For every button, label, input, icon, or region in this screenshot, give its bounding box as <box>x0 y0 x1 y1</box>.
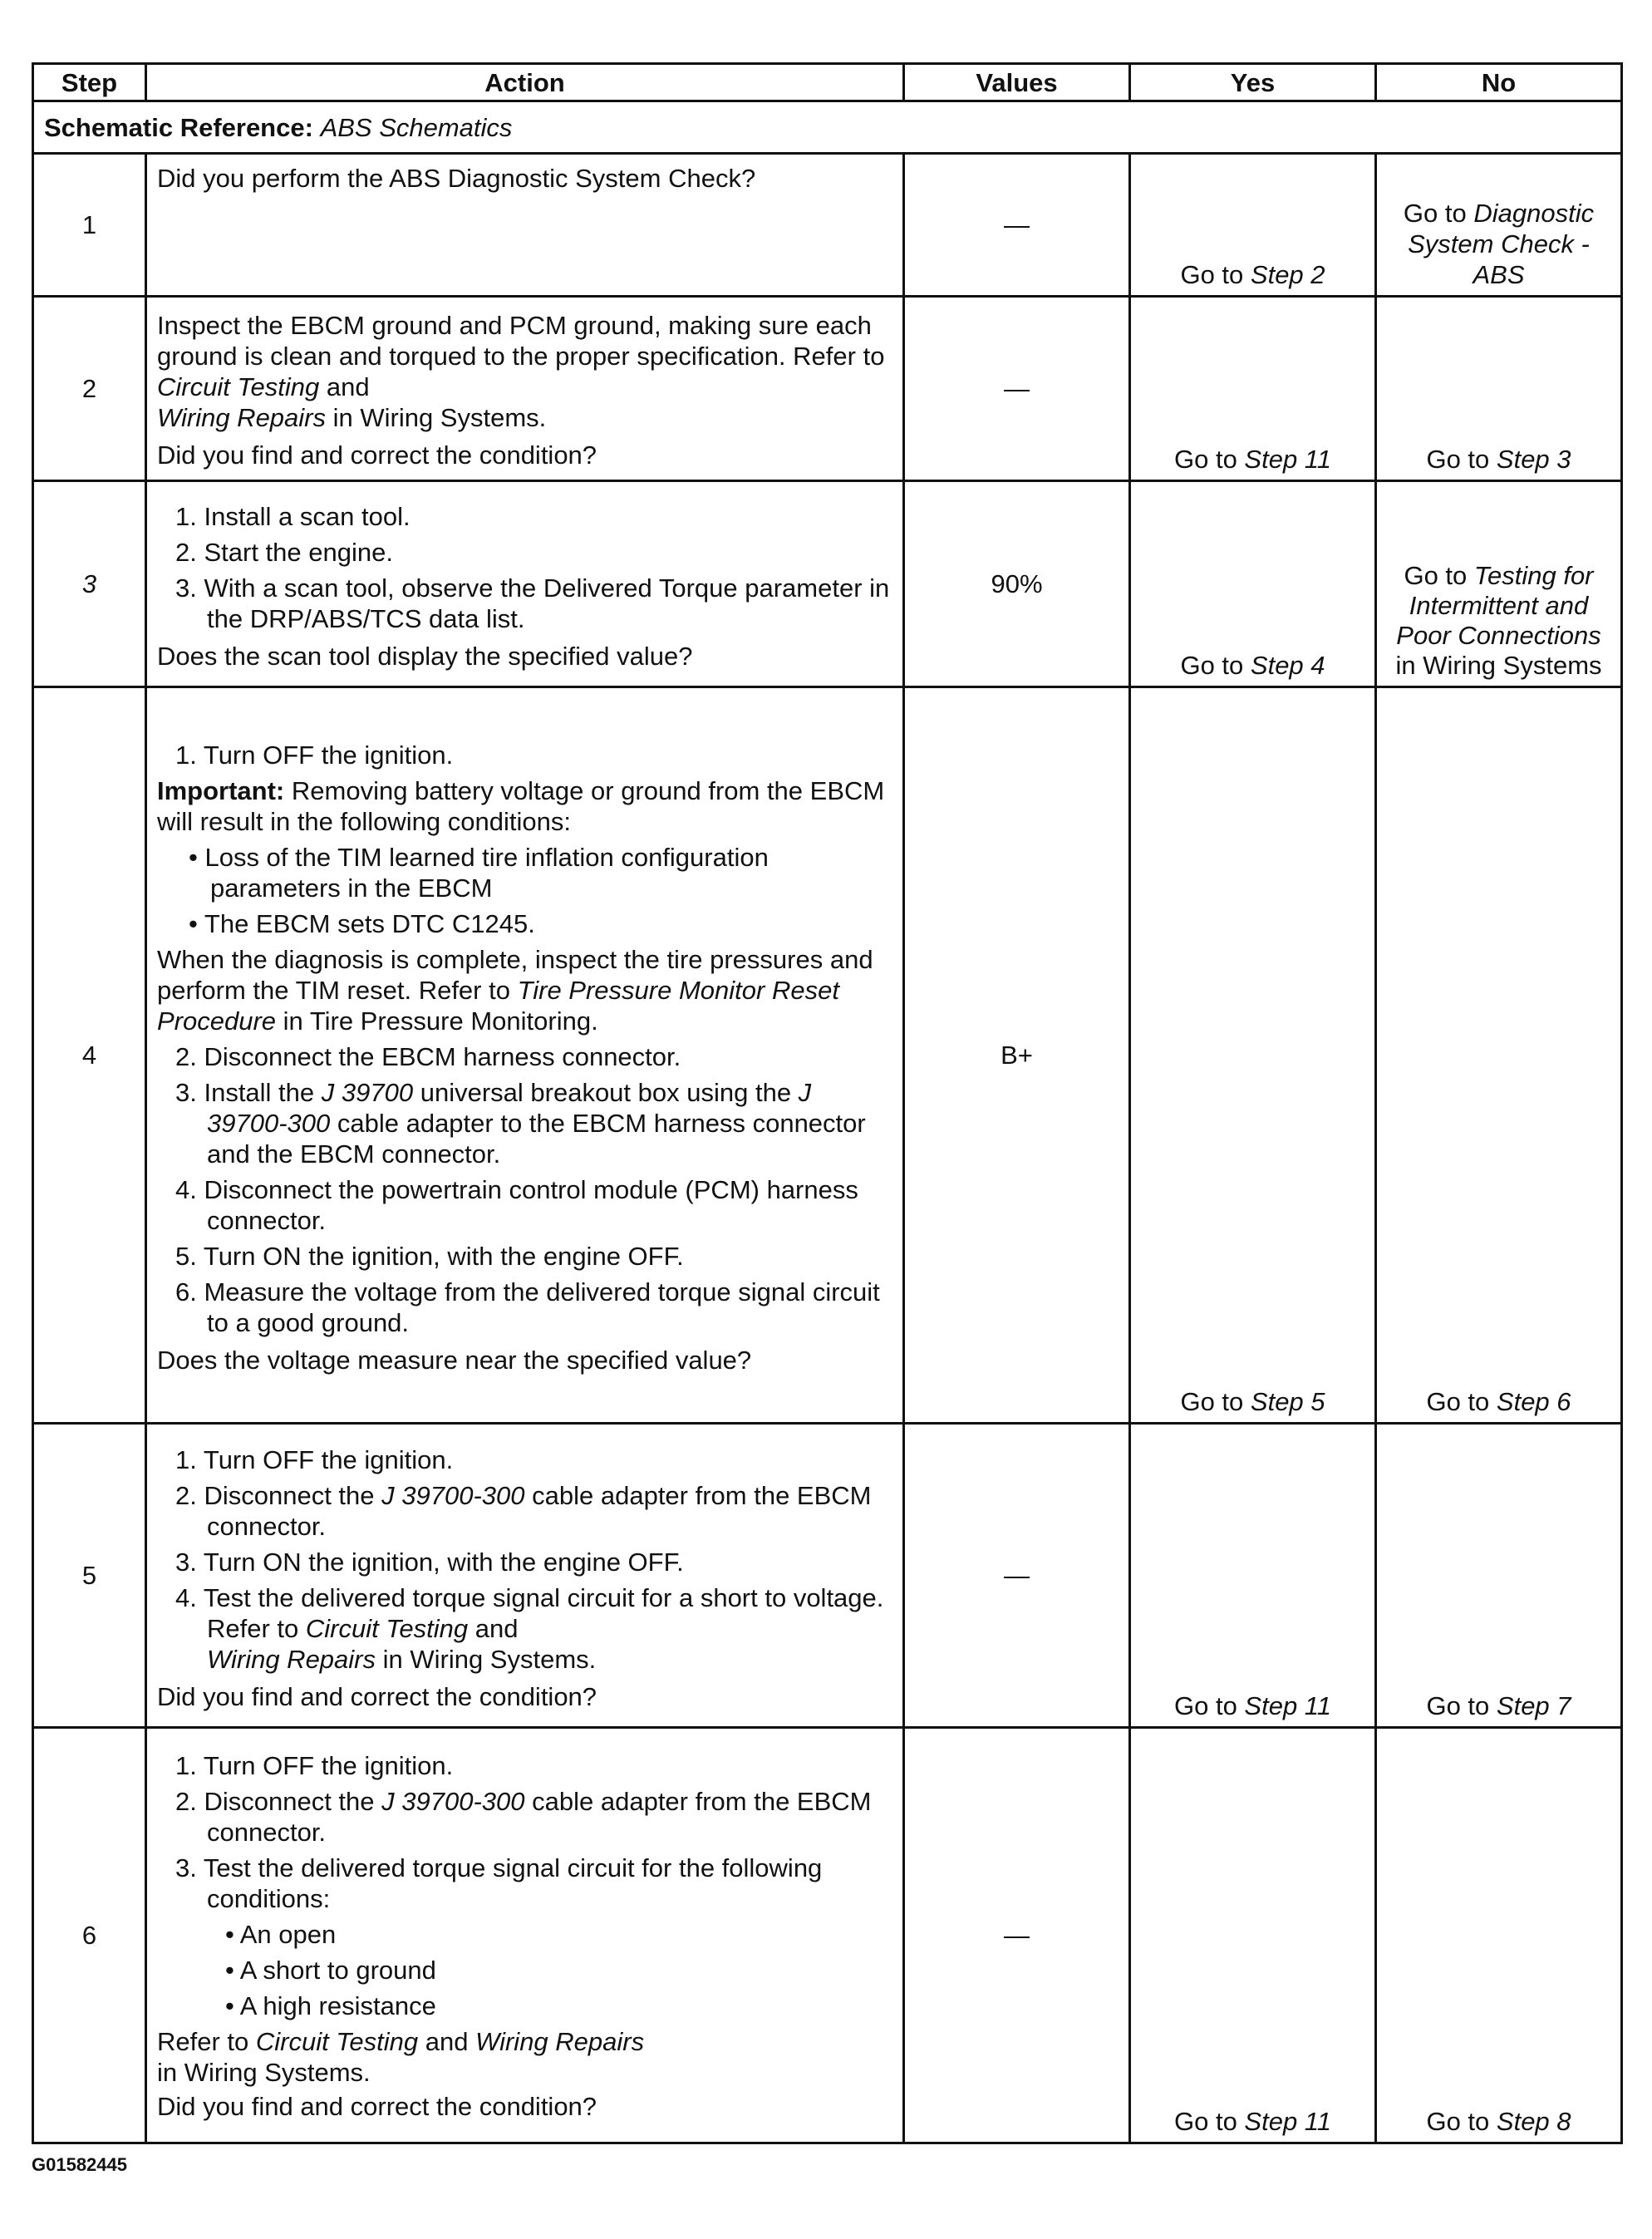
header-yes: Yes <box>1130 64 1376 101</box>
step-row-3 <box>33 481 1622 687</box>
list-item: 4. Disconnect the powertrain control module (PCM) harness connector. <box>175 1175 858 1235</box>
step-number: 6 <box>33 1728 146 2143</box>
action-text-part: and <box>319 372 370 401</box>
no-cell <box>1376 1728 1622 2143</box>
figure-code: G01582445 <box>32 2154 127 2175</box>
no-target: Step 3 <box>1496 445 1571 474</box>
item-text-part: in Wiring Systems. <box>376 1644 597 1674</box>
note-text-part: in Tire Pressure Monitoring. <box>276 1006 598 1036</box>
item-text-part: and <box>468 1613 519 1643</box>
yes-target: Step 4 <box>1250 651 1325 680</box>
ref-circuit-testing: Circuit Testing <box>305 1613 469 1643</box>
question: Did you find and correct the condition? <box>157 2092 597 2121</box>
ref-wiring-repairs: Wiring Repairs <box>157 403 326 432</box>
step-number: 5 <box>33 1424 146 1728</box>
diagnosis-note <box>157 944 892 1036</box>
refer-note <box>157 2026 892 2088</box>
yes-target: Step 11 <box>1244 445 1331 474</box>
list-item <box>157 1077 892 1169</box>
important-note <box>157 775 892 837</box>
item-text-part: cable adapter from the EBCM connector. <box>207 1787 872 1847</box>
step-row-5 <box>33 1424 1622 1728</box>
step-number: 3 <box>33 481 146 687</box>
no-target: Step 7 <box>1496 1691 1571 1720</box>
yes-target: Step 11 <box>1244 2107 1331 2136</box>
tool-j39700-300: J 39700-300 <box>381 1787 525 1816</box>
step-action <box>146 154 904 297</box>
ref-wiring-repairs: Wiring Repairs <box>475 2027 645 2056</box>
bullet-item: • A short to ground <box>225 1956 436 1985</box>
step-number: 2 <box>33 297 146 481</box>
yes-target: Step 2 <box>1250 260 1325 289</box>
action-text-part: in Wiring Systems. <box>326 403 547 432</box>
question: Did you perform the ABS Diagnostic System Check? <box>157 164 756 193</box>
no-prefix: Go to <box>1426 445 1497 474</box>
yes-cell <box>1130 1424 1376 1728</box>
list-item: 5. Turn ON the ignition, with the engine OFF. <box>175 1242 684 1271</box>
list-item: 3. Test the delivered torque signal circuit for the following conditions: <box>175 1853 823 1913</box>
list-item: 3. Turn ON the ignition, with the engine OFF. <box>175 1547 684 1577</box>
yes-target: Step 5 <box>1250 1387 1325 1416</box>
item-text-part: 2. Disconnect the <box>175 1787 382 1816</box>
yes-cell <box>1130 481 1376 687</box>
no-target: Testing for Intermittent and Poor Connections <box>1396 561 1601 650</box>
action-text-part: Inspect the EBCM ground and PCM ground, making sure each ground is clean and torqued to the proper specification. Refer to <box>157 311 885 371</box>
no-cell <box>1376 297 1622 481</box>
list-item <box>157 1480 892 1542</box>
list-item: 1. Turn OFF the ignition. <box>175 741 454 770</box>
bullet-item: • A high resistance <box>225 1991 436 2020</box>
header-no: No <box>1376 64 1622 101</box>
yes-cell <box>1130 154 1376 297</box>
no-prefix: Go to <box>1403 199 1474 228</box>
list-item: 2. Start the engine. <box>175 538 393 567</box>
tool-j39700-300: J 39700-300 <box>207 1078 812 1138</box>
tool-j39700: J 39700 <box>321 1078 414 1107</box>
step-row-2 <box>33 297 1622 481</box>
bullet-item: • An open <box>225 1920 337 1949</box>
schematic-reference-row <box>33 101 1622 154</box>
item-text-part: 2. Disconnect the <box>175 1480 382 1510</box>
important-text: Removing battery voltage or ground from the EBCM will result in the following conditions: <box>157 776 885 836</box>
tool-j39700-300: J 39700-300 <box>381 1480 525 1510</box>
yes-cell <box>1130 297 1376 481</box>
schematic-reference-label: Schematic Reference: <box>44 112 313 142</box>
step-value: B+ <box>904 687 1130 1424</box>
list-item <box>157 1786 892 1848</box>
step-action <box>146 687 904 1424</box>
question: Does the scan tool display the specified value? <box>157 642 693 671</box>
item-text-part: 4. Test the delivered torque signal circuit for a short to voltage. Refer to <box>175 1582 884 1643</box>
important-label: Important: <box>157 776 285 805</box>
list-item: 3. With a scan tool, observe the Delivered Torque parameter in the DRP/ABS/TCS data list. <box>175 573 890 633</box>
bullet-item: • Loss of the TIM learned tire inflation configuration parameters in the EBCM <box>189 843 769 903</box>
question: Did you find and correct the condition? <box>157 1681 597 1711</box>
step-action <box>146 1424 904 1728</box>
note-text-part: and <box>418 2027 476 2056</box>
item-text-part: cable adapter to the EBCM harness connector and the EBCM connector. <box>207 1109 866 1169</box>
header-step: Step <box>33 64 146 101</box>
no-prefix: Go to <box>1426 2107 1497 2136</box>
question: Did you find and correct the condition? <box>157 440 597 470</box>
no-cell <box>1376 481 1622 687</box>
yes-prefix: Go to <box>1180 260 1251 289</box>
yes-prefix: Go to <box>1173 2107 1245 2136</box>
no-cell <box>1376 1424 1622 1728</box>
list-item <box>157 1582 892 1675</box>
ref-circuit-testing: Circuit Testing <box>255 2027 419 2056</box>
ref-circuit-testing: Circuit Testing <box>157 372 320 401</box>
note-text-part: Refer to <box>157 2027 256 2056</box>
list-item: 6. Measure the voltage from the delivered torque signal circuit to a good ground. <box>175 1277 880 1337</box>
step-value: 90% <box>904 481 1130 687</box>
list-item: 1. Turn OFF the ignition. <box>175 1751 454 1780</box>
schematic-reference <box>33 101 1622 154</box>
step-value: — <box>904 297 1130 481</box>
step-row-1 <box>33 154 1622 297</box>
step-value: — <box>904 1424 1130 1728</box>
step-row-6 <box>33 1728 1622 2143</box>
ref-wiring-repairs: Wiring Repairs <box>207 1644 376 1674</box>
item-text-part: cable adapter from the EBCM connector. <box>207 1480 872 1541</box>
step-action <box>146 481 904 687</box>
no-cell <box>1376 687 1622 1424</box>
no-prefix: Go to <box>1404 561 1474 590</box>
header-row <box>33 64 1622 101</box>
yes-cell <box>1130 1728 1376 2143</box>
action-text <box>157 310 892 433</box>
yes-prefix: Go to <box>1173 445 1245 474</box>
yes-prefix: Go to <box>1180 651 1251 680</box>
step-row-4 <box>33 687 1622 1424</box>
question: Does the voltage measure near the specified value? <box>157 1346 752 1375</box>
note-text-part: in Wiring Systems. <box>157 2058 371 2087</box>
item-text-part: universal breakout box using the <box>413 1078 799 1107</box>
step-number: 4 <box>33 687 146 1424</box>
yes-prefix: Go to <box>1173 1691 1245 1720</box>
header-action: Action <box>146 64 904 101</box>
note-text-part: When the diagnosis is complete, inspect the tire pressures and perform the TIM reset. Refer to <box>157 945 873 1005</box>
diagnostic-table <box>32 62 1623 2144</box>
no-suffix: in Wiring Systems <box>1395 651 1602 680</box>
yes-target: Step 11 <box>1244 1691 1331 1720</box>
yes-cell <box>1130 687 1376 1424</box>
step-action <box>146 1728 904 2143</box>
bullet-item: • The EBCM sets DTC C1245. <box>189 909 535 938</box>
no-target: Diagnostic System Check - ABS <box>1408 199 1595 289</box>
yes-prefix: Go to <box>1180 1387 1251 1416</box>
step-number: 1 <box>33 154 146 297</box>
no-target: Step 6 <box>1496 1387 1571 1416</box>
step-value: — <box>904 154 1130 297</box>
step-value: — <box>904 1728 1130 2143</box>
ref-tpm-reset: Tire Pressure Monitor Reset Procedure <box>157 976 839 1036</box>
item-text-part: 3. Install the <box>175 1078 322 1107</box>
no-target: Step 8 <box>1496 2107 1571 2136</box>
step-action <box>146 297 904 481</box>
list-item: 1. Install a scan tool. <box>175 502 411 531</box>
list-item: 2. Disconnect the EBCM harness connector. <box>175 1042 681 1071</box>
list-item: 1. Turn OFF the ignition. <box>175 1444 454 1474</box>
schematic-reference-value: ABS Schematics <box>320 112 513 142</box>
no-cell <box>1376 154 1622 297</box>
header-values: Values <box>904 64 1130 101</box>
no-prefix: Go to <box>1426 1691 1497 1720</box>
no-prefix: Go to <box>1426 1387 1497 1416</box>
